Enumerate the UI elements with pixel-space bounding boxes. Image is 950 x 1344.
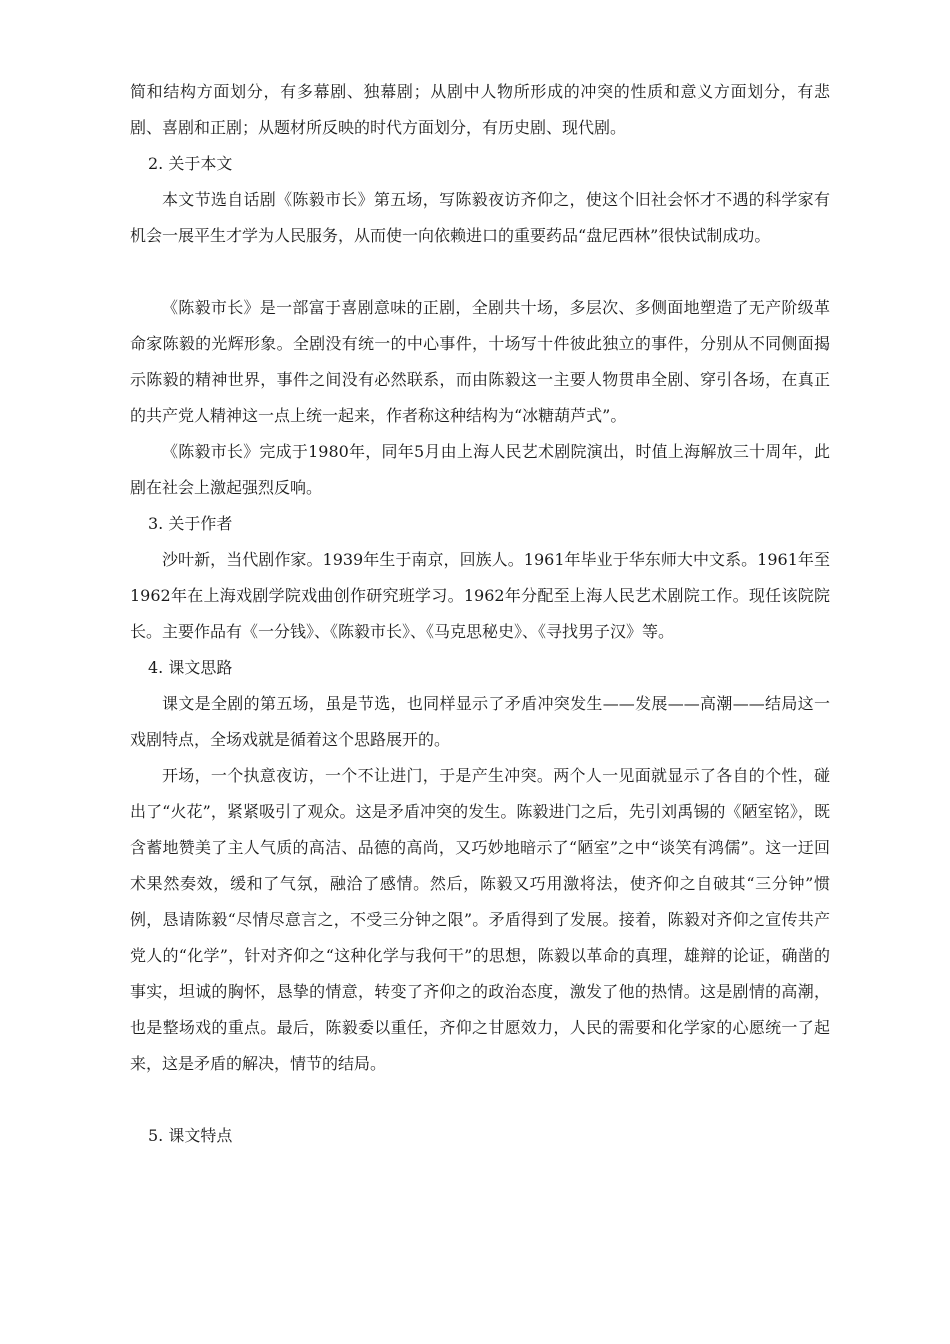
paragraph-text: 《陈毅市长》完成于1980年，同年5月由上海人民艺术剧院演出，时值上海解放三十周年，此剧在社会上激起强烈反响。 [130, 442, 830, 497]
section-heading-text-features: 5. 课文特点 [148, 1126, 233, 1145]
paragraph-text: 本文节选自话剧《陈毅市长》第五场，写陈毅夜访齐仰之，使这个旧社会怀才不遇的科学家有机会一展平生才学为人民服务，从而使一向依赖进口的重要药品“盘尼西林”很快试制成功。 [130, 190, 830, 245]
section-heading-about-text: 2. 关于本文 [148, 154, 233, 173]
paragraph-outline-detail [130, 758, 830, 1082]
paragraph-text: 开场，一个执意夜访，一个不让进门，于是产生冲突。两个人一见面就显示了各自的个性，碰出了“火花”，紧紧吸引了观众。这是矛盾冲突的发生。陈毅进门之后，先引刘禹锡的《陋室铭》，既含蓄地赞美了主人气质的高洁、品德的高尚，又巧妙地暗示了“陋室”之中“谈笑有鸿儒”。这一迂回术果然奏效，缓和了气氛，融洽了感情。然后，陈毅又巧用激将法，使齐仰之自破其“三分钟”惯例，恳请陈毅“尽情尽意言之，不受三分钟之限”。矛盾得到了发展。接着，陈毅对齐仰之宣传共产党人的“化学”，针对齐仰之“这种化学与我何干”的思想，陈毅以革命的真理，雄辩的论证，确凿的事实，坦诚的胸怀，恳挚的情意，转变了齐仰之的政治态度，激发了他的热情。这是剧情的高潮，也是整场戏的重点。最后，陈毅委以重任，齐仰之甘愿效力，人民的需要和化学家的心愿统一了起来，这是矛盾的解决，情节的结局。 [130, 766, 830, 1073]
paragraph-text: 沙叶新，当代剧作家。1939年生于南京，回族人。1961年毕业于华东师大中文系。1961年至1962年在上海戏剧学院戏曲创作研究班学习。1962年分配至上海人民艺术剧院工作。现任该院院长。主要作品有《一分钱》、《陈毅市长》、《马克思秘史》、《寻找男子汉》等。 [130, 550, 830, 641]
paragraph-author-bio [130, 542, 830, 650]
paragraph-play-structure [130, 290, 830, 434]
paragraph-text: 课文是全剧的第五场，虽是节选，也同样显示了矛盾冲突发生——发展——高潮——结局这一戏剧特点，全场戏就是循着这个思路展开的。 [130, 694, 830, 749]
paragraph-outline-summary [130, 686, 830, 758]
paragraph-genre-classification [130, 74, 830, 146]
section-heading-about-author: 3. 关于作者 [148, 514, 233, 533]
paragraph-play-history [130, 434, 830, 506]
paragraph-text-excerpt [130, 182, 830, 254]
section-heading-text-outline: 4. 课文思路 [148, 658, 233, 677]
paragraph-text: 《陈毅市长》是一部富于喜剧意味的正剧，全剧共十场，多层次、多侧面地塑造了无产阶级革命家陈毅的光辉形象。全剧没有统一的中心事件，十场写十件彼此独立的事件，分别从不同侧面揭示陈毅的精神世界，事件之间没有必然联系，而由陈毅这一主要人物贯串全剧、穿引各场，在真正的共产党人精神这一点上统一起来，作者称这种结构为“冰糖葫芦式”。 [130, 298, 830, 425]
paragraph-text: 简和结构方面划分，有多幕剧、独幕剧；从剧中人物所形成的冲突的性质和意义方面划分，有悲剧、喜剧和正剧；从题材所反映的时代方面划分，有历史剧、现代剧。 [130, 82, 830, 137]
